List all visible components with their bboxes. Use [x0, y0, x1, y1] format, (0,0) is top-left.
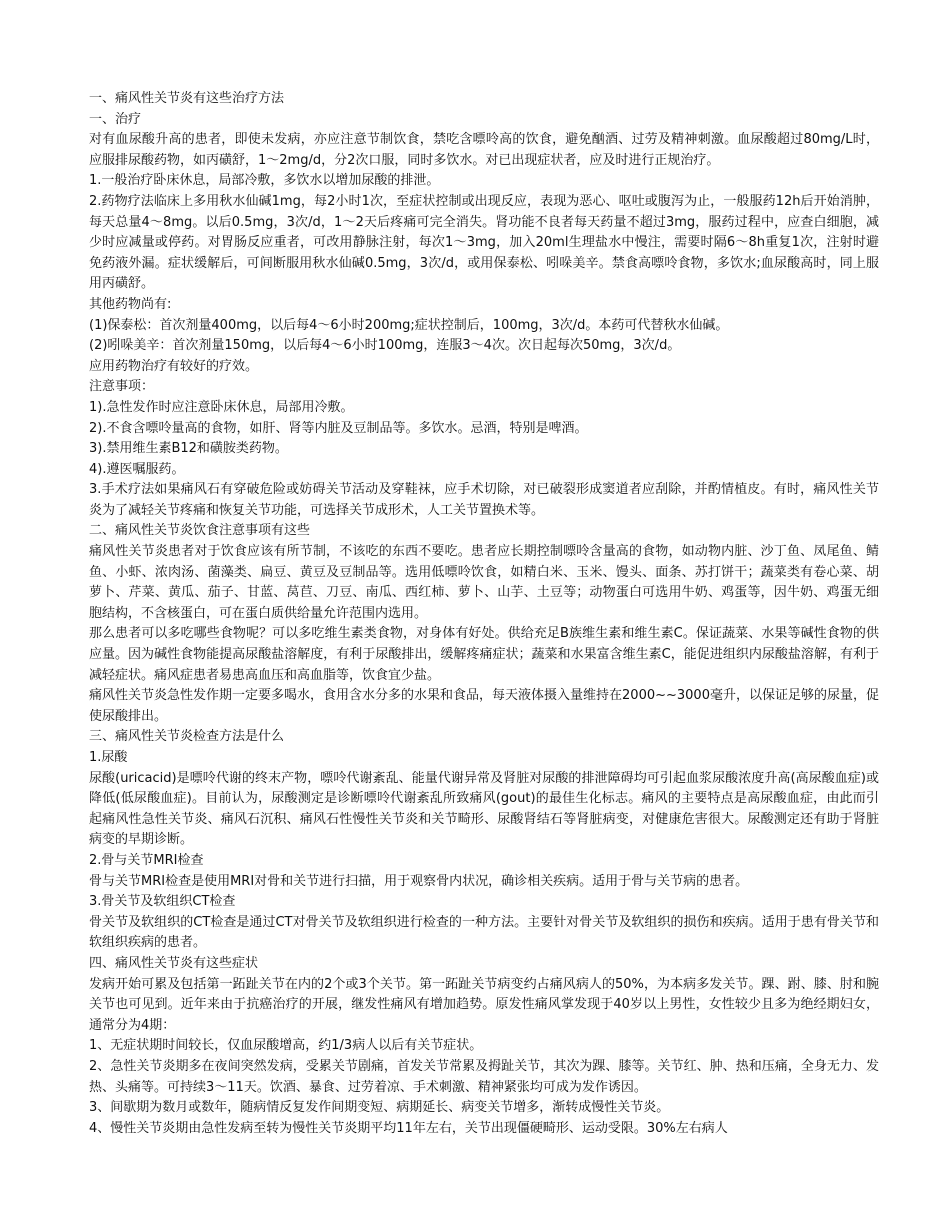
list-item: 1).急性发作时应注意卧床休息，局部用冷敷。 [89, 399, 354, 415]
list-item: 4、慢性关节炎期由急性发病至转为慢性关节炎期平均11年左右，关节出现僵硬畸形、运动受限。30%左右病人 [89, 1120, 728, 1136]
paragraph: 那么患者可以多吃哪些食物呢？可以多吃维生素类食物，对身体有好处。供给充足B族维生素和维生素C。保证蔬菜、水果等碱性食物的供应量。因为碱性食物能提高尿酸盐溶解度，有利于尿酸排出，缓解疼痛症状；蔬菜和水果富含维生素C，能促进组织内尿酸盐溶解，有利于减轻症状。痛风症患者易患高血压和高血脂等，饮食宜少盐。 [89, 626, 879, 683]
subsection-heading: 一、治疗 [89, 111, 142, 127]
subsection-heading: 2.骨与关节MRI检查 [89, 852, 204, 868]
paragraph: 2.药物疗法临床上多用秋水仙碱1mg，每2小时1次，至症状控制或出现反应，表现为恶心、呕吐或腹泻为止，一般服药12h后开始消肿，每天总量4～8mg。以后0.5mg，3次/d，1～2天后疼痛可完全消失。肾功能不良者每天药量不超过3mg，服药过程中，应查白细胞，减少时应减量或停药。对胃肠反应重者，可改用静脉注射，每次1～3mg，加入20ml生理盐水中慢注，需要时隔6～8h重复1次，注射时避免药液外漏。症状缓解后，可间断服用秋水仙碱0.5mg，3次/d，或用保泰松、吲哚美辛。禁食高嘌呤食物，多饮水;血尿酸高时，同上服用丙磺舒。 [89, 193, 879, 292]
paragraph: 应用药物治疗有较好的疗效。 [89, 358, 259, 374]
document-body [89, 89, 879, 1139]
list-item: 1、无症状期时间较长，仅血尿酸增高，约1/3病人以后有关节症状。 [89, 1038, 483, 1054]
paragraph: 1.一般治疗卧床休息，局部冷敷，多饮水以增加尿酸的排泄。 [89, 173, 440, 189]
paragraph: (1)保泰松：首次剂量400mg，以后每4～6小时200mg;症状控制后，100mg，3次/d。本药可代替秋水仙碱。 [89, 317, 729, 333]
section-heading: 四、痛风性关节炎有这些症状 [89, 955, 259, 971]
paragraph: 注意事项： [89, 379, 155, 395]
paragraph: 痛风性关节炎患者对于饮食应该有所节制，不该吃的东西不要吃。患者应长期控制嘌呤含量高的食物，如动物内脏、沙丁鱼、凤尾鱼、鲭鱼、小虾、浓肉汤、菌藻类、扁豆、黄豆及豆制品等。选用低嘌呤饮食，如精白米、玉米、馒头、面条、苏打饼干；蔬菜类有卷心菜、胡萝卜、芹菜、黄瓜、茄子、甘蓝、莴苣、刀豆、南瓜、西红柿、萝卜、山芋、土豆等；动物蛋白可选用牛奶、鸡蛋等，因牛奶、鸡蛋无细胞结构，不含核蛋白，可在蛋白质供给量允许范围内选用。 [89, 544, 879, 621]
paragraph: 骨关节及软组织的CT检查是通过CT对骨关节及软组织进行检查的一种方法。主要针对骨关节及软组织的损伤和疾病。适用于患有骨关节和软组织疾病的患者。 [89, 914, 879, 951]
paragraph: (2)吲哚美辛：首次剂量150mg，以后每4～6小时100mg，连服3～4次。次日起每次50mg，3次/d。 [89, 338, 681, 354]
list-item: 2).不食含嘌呤量高的食物，如肝、肾等内脏及豆制品等。多饮水。忌酒，特别是啤酒。 [89, 420, 588, 436]
paragraph: 发病开始可累及包括第一跖趾关节在内的2个或3个关节。第一跖趾关节病变约占痛风病人的50%，为本病多发关节。踝、跗、膝、肘和腕关节也可见到。近年来由于抗癌治疗的开展，继发性痛风有增加趋势。原发性痛风掌发现于40岁以上男性，女性较少且多为绝经期妇女，通常分为4期： [89, 976, 879, 1033]
list-item: 3、间歇期为数月或数年，随病情反复发作间期变短、病期延长、病变关节增多，渐转成慢性关节炎。 [89, 1100, 670, 1116]
list-item: 4).遵医嘱服药。 [89, 461, 185, 477]
list-item: 3).禁用维生素B12和磺胺类药物。 [89, 441, 288, 457]
paragraph: 尿酸(uricacid)是嘌呤代谢的终末产物，嘌呤代谢紊乱、能量代谢异常及肾脏对尿酸的排泄障碍均可引起血浆尿酸浓度升高(高尿酸血症)或降低(低尿酸血症)。目前认为，尿酸测定是诊断嘌呤代谢紊乱所致痛风(gout)的最佳生化标志。痛风的主要特点是高尿酸血症，由此而引起痛风性急性关节炎、痛风石沉积、痛风石性慢性关节炎和关节畸形、尿酸肾结石等肾脏病变，对健康危害很大。尿酸测定还有助于肾脏病变的早期诊断。 [89, 770, 879, 848]
paragraph: 其他药物尚有: [89, 296, 172, 312]
paragraph: 痛风性关节炎急性发作期一定要多喝水，食用含水分多的水果和食品，每天液体摄入量维持在2000~~3000毫升，以保证足够的尿量，促使尿酸排出。 [89, 688, 879, 724]
paragraph: 骨与关节MRI检查是使用MRI对骨和关节进行扫描，用于观察骨内状况，确诊相关疾病。适用于骨与关节病的患者。 [89, 873, 749, 889]
subsection-heading: 1.尿酸 [89, 750, 128, 765]
subsection-heading: 3.骨关节及软组织CT检查 [89, 894, 236, 910]
list-item: 2、急性关节炎期多在夜间突然发病，受累关节剧痛，首发关节常累及拇趾关节，其次为踝、膝等。关节红、肿、热和压痛，全身无力、发热、头痛等。可持续3～11天。饮酒、暴食、过劳着凉、手术刺激、精神紧张均可成为发作诱因。 [89, 1058, 879, 1095]
paragraph: 对有血尿酸升高的患者，即使未发病，亦应注意节制饮食，禁吃含嘌呤高的饮食，避免酗酒、过劳及精神刺激。血尿酸超过80mg/L时，应服排尿酸药物，如丙磺舒，1～2mg/d，分2次口服，同时多饮水。对已出现症状者，应及时进行正规治疗。 [89, 132, 879, 168]
section-heading: 一、痛风性关节炎有这些治疗方法 [89, 91, 285, 106]
paragraph: 3.手术疗法如果痛风石有穿破危险或妨碍关节活动及穿鞋袜，应手术切除，对已破裂形成窦道者应刮除，并酌情植皮。有时，痛风性关节炎为了减轻关节疼痛和恢复关节功能，可选择关节成形术，人工关节置换术等。 [89, 482, 879, 518]
section-heading: 三、痛风性关节炎检查方法是什么 [89, 729, 285, 745]
section-heading: 二、痛风性关节炎饮食注意事项有这些 [89, 523, 311, 539]
